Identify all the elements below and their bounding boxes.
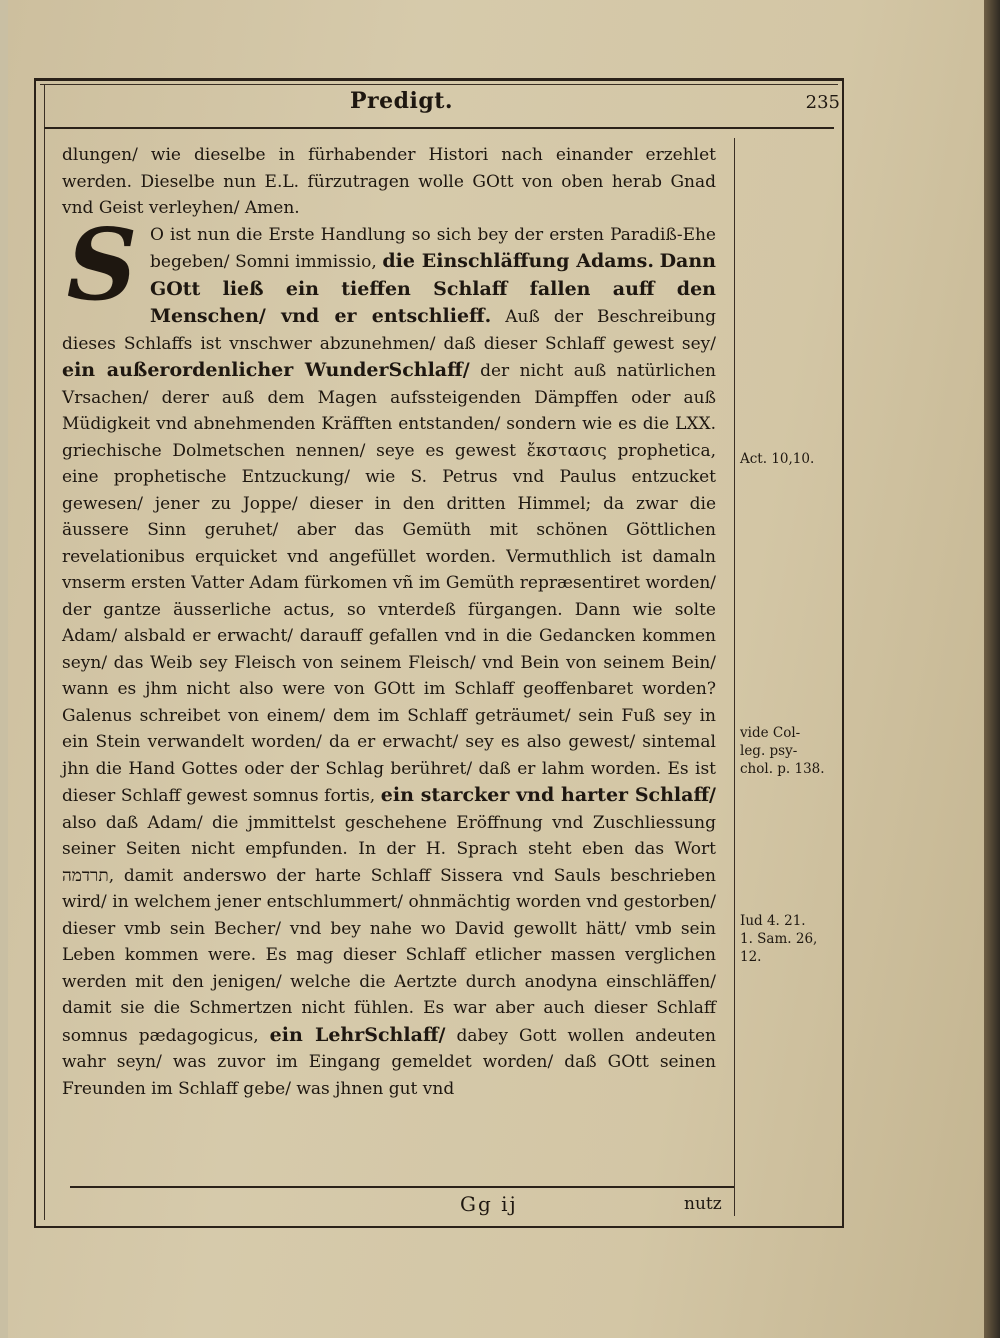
margin-note-line: chol. p. 138.	[740, 761, 825, 777]
text-segment: Auß der Beschreibung dieses Schlaffs ist vnschwer abzunehmen/ daß dieser Schlaff gewest sey/	[62, 307, 716, 354]
margin-note-line: Act. 10,10.	[740, 451, 815, 467]
catchword: nutz	[684, 1194, 722, 1214]
emphasis-text: Dann GOtt ließ ein tieffen Schlaff fallen auff den Menschen/ vnd er entschlieff.	[150, 250, 716, 327]
text-segment: dabey Gott wollen andeuten wahr seyn/ was zuvor im Eingang gemeldet worden/ daß GOtt seinen Freunden im Schlaff gebe/ was jhnen gut vnd	[62, 1025, 716, 1099]
emphasis-text: ein starcker vnd harter Schlaff/	[380, 784, 716, 806]
emphasis-text: ein außerordenlicher WunderSchlaff/	[62, 359, 470, 381]
intro-paragraph: dlungen/ wie dieselbe in fürhabender Histori nach einander erzehlet werden. Dieselbe nun E.L. fürzutragen wolle GOtt von oben herab Gnad vnd Geist verleyhen/ Amen.	[62, 145, 716, 218]
book-edge	[984, 0, 1000, 1338]
main-text-column	[62, 142, 716, 1172]
margin-note-judges	[740, 912, 817, 966]
margin-note-collegium	[740, 724, 825, 778]
margin-note-line: 1. Sam. 26,	[740, 931, 818, 947]
margin-note-acts	[740, 450, 814, 468]
page-number: 235	[805, 92, 840, 113]
margin-column-divider	[734, 138, 735, 1216]
text-segment: der nicht auß natürlichen Vrsachen/ derer auß dem Magen aufssteigenden Dämpffen oder auß Müdigkeit vnd abnehmenden Kräfften entstanden/ sondern wie es die LXX. griechische Dolmetschen nennen/ seye es gewest ἔκστασις prophetica, eine prophetische Entzuckung/ wie S. Petrus vnd Paulus entzucket gewesen/ jener zu Joppe/ dieser in den dritten Himmel; da zwar die äussere Sinn geruhet/ aber das Gemüth mit schönen Göttlichen revelationibus erquicket vnd angefüllet worden. Vermuthlich ist damaln vnserm ersten Vatter Adam fürkomen vñ im Gemüth repræsentiret worden/ der gantze äusserliche actus, so vnterdeß fürgangen. Dann wie solte Adam/ alsbald er erwacht/ darauff gefallen vnd in die Gedancken kommen seyn/ das Weib sey Fleisch von seinem Fleisch/ vnd Bein von seinem Bein/ wann es jhm nicht also were von GOtt im Schlaff geoffenbaret worden? Galenus schreibet von einem/ dem im Schlaff geträumet/ sein Fuß sey in ein Stein verwandelt worden/ da er erwacht/ sey es also gewest/ sintemal jhn die Hand Gottes oder der Schlag berühret/ daß er lahm worden. Es ist dieser Schlaff gewest somnus fortis,	[62, 361, 716, 806]
running-title: Predigt.	[350, 88, 454, 114]
header-rule	[44, 127, 834, 129]
main-paragraph	[62, 207, 716, 1103]
margin-note-line: Iud 4. 21.	[740, 913, 806, 929]
margin-note-line: leg. psy-	[740, 743, 798, 759]
text-segment: also daß Adam/ die jmmittelst geschehene Eröffnung vnd Zuschliessung seiner Seiten nicht empfunden. In der H. Sprach steht eben das Wort תרדמה, damit anderswo der harte Schlaff Sissera vnd Sauls beschrieben wird/ in welchem jener entschlummert/ ohnmächtig worden vnd gestorben/ dieser vmb sein Becher/ vnd bey nahe wo David gewollt hätt/ vmb sein Leben kommen were. Es mag dieser Schlaff etlicher massen verglichen werden mit den jenigen/ welche die Aertzte durch anodyna einschläffen/ damit sie die Schmertzen nicht fühlen. Es war aber auch dieser Schlaff somnus pædagogicus,	[62, 812, 716, 1046]
emphasis-text: die Einschläffung Adams.	[382, 250, 654, 272]
frame-inner-rule	[40, 84, 838, 85]
frame-left-rule	[44, 84, 45, 1220]
emphasis-text: ein LehrSchlaff/	[269, 1023, 446, 1046]
text-segment: O ist nun die Erste Handlung so sich bey der ersten Paradiß-Ehe begeben/ Somni immissio,	[150, 224, 716, 272]
drop-cap: S	[66, 207, 138, 323]
margin-note-line: 12.	[740, 949, 762, 965]
footer-rule	[70, 1186, 734, 1188]
margin-note-line: vide Col-	[740, 725, 801, 741]
signature-mark: Gg ij	[460, 1192, 518, 1216]
